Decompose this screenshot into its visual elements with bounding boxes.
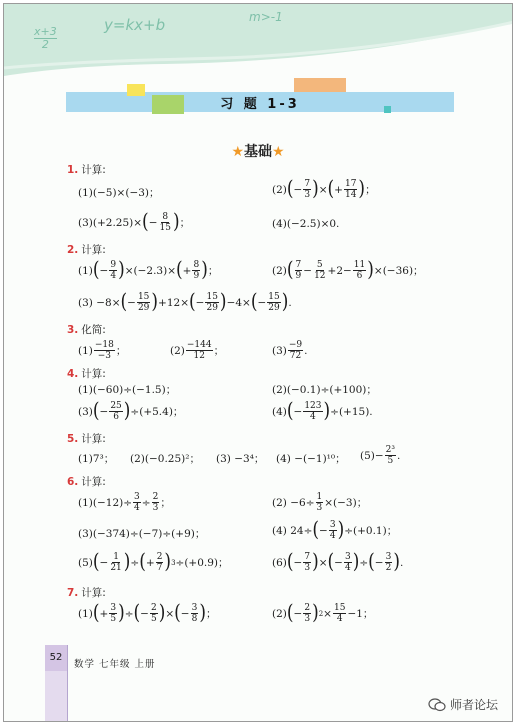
- question-2-label: 2. 计算:: [67, 244, 106, 256]
- q6-item-4: (4) 24÷ ( − $\frac{3}{4}$ ) ÷(+0.1)；: [272, 517, 398, 542]
- wechat-icon: [428, 698, 446, 712]
- question-7-label: 7. 计算:: [67, 587, 106, 599]
- question-5-label: 5. 计算:: [67, 433, 106, 445]
- question-1-label: 1. 计算:: [67, 164, 106, 176]
- q1-item-2: (2) ( − $\frac{7}{3}$ ) × ( + $\frac{17}{14}$ ) ；: [272, 176, 376, 201]
- deco-block-yellow: [127, 84, 145, 96]
- header-formula-fraction: [34, 26, 57, 51]
- q1-item-4: (4)(−2.5)×0.: [272, 218, 340, 230]
- q7-item-2: (2) ( − $\frac{2}{3}$ ) 2 × $\frac{15}{4}$ −1；: [272, 600, 374, 625]
- footer-divider: [67, 645, 68, 722]
- q1-item-3: (3)(+2.25)× ( − $\frac{8}{15}$ ) ；: [78, 209, 191, 234]
- header-formula-linear: y=kx+b: [104, 16, 166, 34]
- page-number: 52: [45, 645, 67, 671]
- q2-item-2: (2) ( $\frac{7}{9}$ − $\frac{5}{12}$ +2− $\frac{11}{6}$ ) ×(−36)；: [272, 257, 424, 282]
- textbook-page: [3, 3, 513, 722]
- q7-item-1: (1) ( + $\frac{3}{5}$ ) ÷ ( − $\frac{2}{5}$ ) × ( − $\frac{3}{8}$ ) ；: [78, 600, 217, 625]
- q6-item-6: (6) ( − $\frac{7}{3}$ ) × ( − $\frac{3}{4}$ ) ÷ ( − $\frac{3}{2}$ ) .: [272, 549, 404, 574]
- deco-block-green: [152, 95, 184, 114]
- q3-item-3: (3) $\frac{-9}{72}$ .: [272, 340, 308, 361]
- watermark: [428, 696, 498, 713]
- q5-item-3: (3) −3⁴；: [216, 453, 265, 465]
- question-3-label: 3. 化简:: [67, 324, 106, 336]
- formula-denominator: 2: [34, 38, 57, 51]
- section-label: 基础: [244, 144, 272, 160]
- watermark-text: 师者论坛: [450, 698, 499, 712]
- q3-item-2: (2) $\frac{-144}{12}$ ；: [170, 340, 225, 361]
- page-tab-strip: [45, 671, 67, 722]
- q6-item-3: (3)(−374)÷(−7)÷(+9)；: [78, 528, 206, 540]
- q5-item-1: (1)7³；: [78, 453, 115, 465]
- q5-item-2: (2)(−0.25)²；: [130, 453, 200, 465]
- q5-item-4: (4) −(−1)¹⁰；: [276, 453, 346, 465]
- formula-numerator: x+3: [34, 25, 57, 38]
- q6-item-5: (5) ( − $\frac{1}{21}$ ) ÷ ( + $\frac{2}{7}$ ) 3 ÷(+0.9)；: [78, 549, 229, 574]
- deco-block-teal: [384, 106, 391, 113]
- q4-item-1: (1)(−60)÷(−1.5)；: [78, 384, 177, 396]
- book-title: 数学 七年级 上册: [74, 659, 156, 670]
- star-icon: ★: [231, 144, 244, 160]
- q4-item-4: (4) ( − $\frac{123}{4}$ ) ÷(+15).: [272, 398, 373, 423]
- title-band: [66, 92, 454, 112]
- star-icon: ★: [272, 144, 285, 160]
- question-6-label: 6. 计算:: [67, 476, 106, 488]
- q6-item-1: (1)(−12)÷ $\frac{3}{4}$ ÷ $\frac{2}{3}$ ；: [78, 492, 171, 513]
- q3-item-1: (1) $\frac{-18}{-3}$ ；: [78, 340, 127, 361]
- question-4-label: 4. 计算:: [67, 368, 106, 380]
- section-title: [4, 141, 512, 161]
- q1-item-1: (1)(−5)×(−3)；: [78, 187, 160, 199]
- header-formula-inequality: m>-1: [249, 10, 283, 24]
- q6-item-2: (2) −6÷ $\frac{1}{3}$ ×(−3)；: [272, 492, 368, 513]
- q4-item-2: (2)(−0.1)÷(+100)；: [272, 384, 377, 396]
- q4-item-3: (3) ( − $\frac{25}{6}$ ) ÷(+5.4)；: [78, 398, 184, 423]
- exercise-title: 习 题 1-3: [220, 97, 300, 112]
- q5-item-5: (5)− $\frac{\text{2³}}{5}$ .: [360, 445, 401, 466]
- q2-item-1: (1) ( − $\frac{9}{4}$ ) ×(−2.3)× ( + $\frac{8}{9}$ ) ；: [78, 257, 219, 282]
- q2-item-3: (3) −8× ( − $\frac{15}{29}$ ) +12× ( − $\frac{15}{29}$ ) −4× ( − $\frac{15}{29}$ ) .: [78, 289, 292, 314]
